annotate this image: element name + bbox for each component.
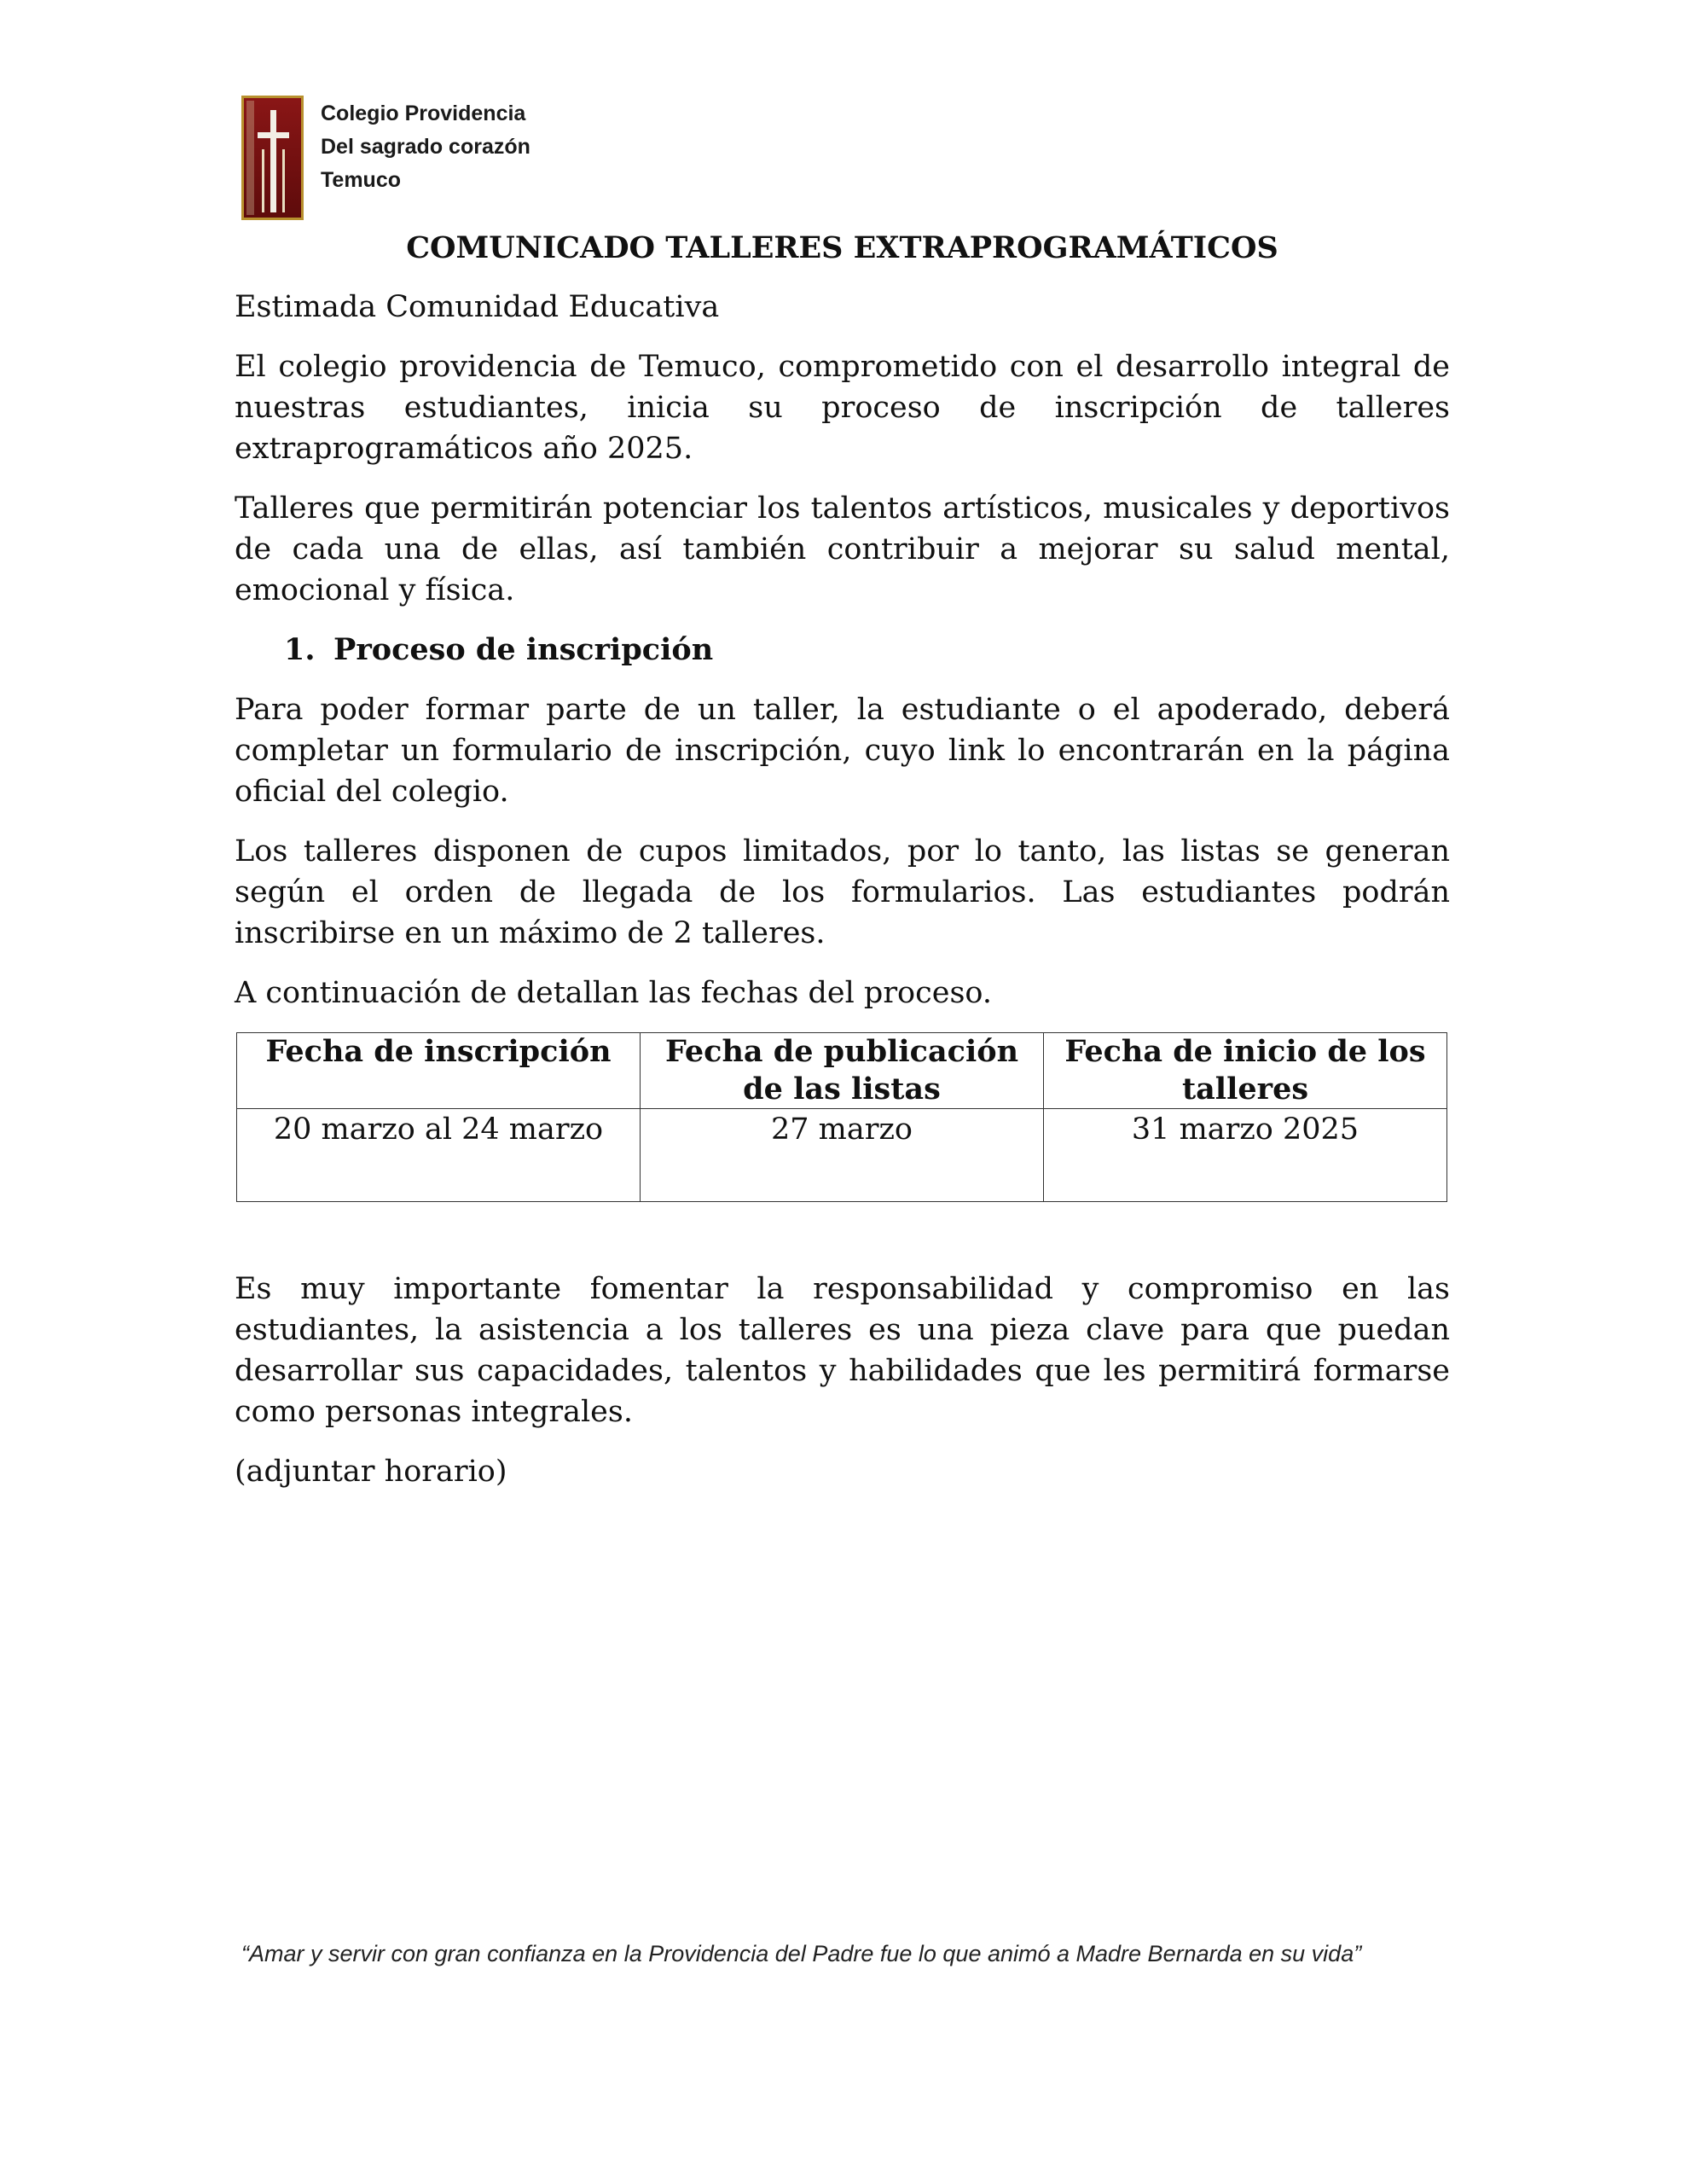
table-header-cell: Fecha de inicio de los talleres xyxy=(1044,1033,1447,1109)
greeting: Estimada Comunidad Educativa xyxy=(235,290,720,324)
section-number: 1. xyxy=(284,632,316,667)
section-title: Proceso de inscripción xyxy=(333,632,714,667)
table-row xyxy=(237,1109,1447,1202)
school-name-line1: Colegio Providencia xyxy=(321,102,526,125)
table-cell: 20 marzo al 24 marzo xyxy=(237,1109,641,1202)
table-cell: 31 marzo 2025 xyxy=(1044,1109,1447,1202)
letterhead xyxy=(241,96,530,224)
schedule-note: (adjuntar horario) xyxy=(235,1455,507,1489)
document-body xyxy=(235,229,1450,1511)
form-paragraph: Para poder formar parte de un taller, la estudiante o el apoderado, deberá completar un formulario de inscripción, cuyo link lo encontrarán en la página oficial del colegio. xyxy=(235,693,1450,809)
section-heading-inscription xyxy=(284,630,1450,671)
dates-intro-paragraph: A continuación de detallan las fechas del proceso. xyxy=(235,976,992,1010)
table-header-cell: Fecha de inscripción xyxy=(237,1033,641,1109)
cross-icon xyxy=(244,98,301,218)
quota-paragraph: Los talleres disponen de cupos limitados, por lo tanto, las listas se generan según el orden de llegada de los formularios. Las estudiantes podrán inscribirse en un máximo de 2 talleres. xyxy=(235,834,1450,950)
document-title: COMUNICADO TALLERES EXTRAPROGRAMÁTICOS xyxy=(406,230,1278,265)
table-cell: 27 marzo xyxy=(641,1109,1044,1202)
table-header-row xyxy=(237,1033,1447,1109)
table-header-cell: Fecha de publicación de las listas xyxy=(641,1033,1044,1109)
dates-table xyxy=(236,1032,1447,1202)
responsibility-paragraph: Es muy importante fomentar la responsabilidad y compromiso en las estudiantes, la asistencia a los talleres es una pieza clave para que puedan desarrollar sus capacidades, talentos y habilidades que les permitirá formarse como personas integrales. xyxy=(235,1272,1450,1429)
talents-paragraph: Talleres que permitirán potenciar los talentos artísticos, musicales y deportivos de cada una de ellas, así también contribuir a mejorar su salud mental, emocional y física. xyxy=(235,491,1450,607)
footer-motto: “Amar y servir con gran confianza en la Providencia del Padre fue lo que animó a Madre Bernarda en su vida” xyxy=(241,1941,1362,1966)
intro-paragraph: El colegio providencia de Temuco, comprometido con el desarrollo integral de nuestras estudiantes, inicia su proceso de inscripción de talleres extraprogramáticos año 2025. xyxy=(235,350,1450,466)
school-name-block xyxy=(321,97,530,197)
school-name-line2: Del sagrado corazón xyxy=(321,135,530,159)
school-name-line3: Temuco xyxy=(321,168,401,192)
school-crest-logo xyxy=(241,96,304,220)
